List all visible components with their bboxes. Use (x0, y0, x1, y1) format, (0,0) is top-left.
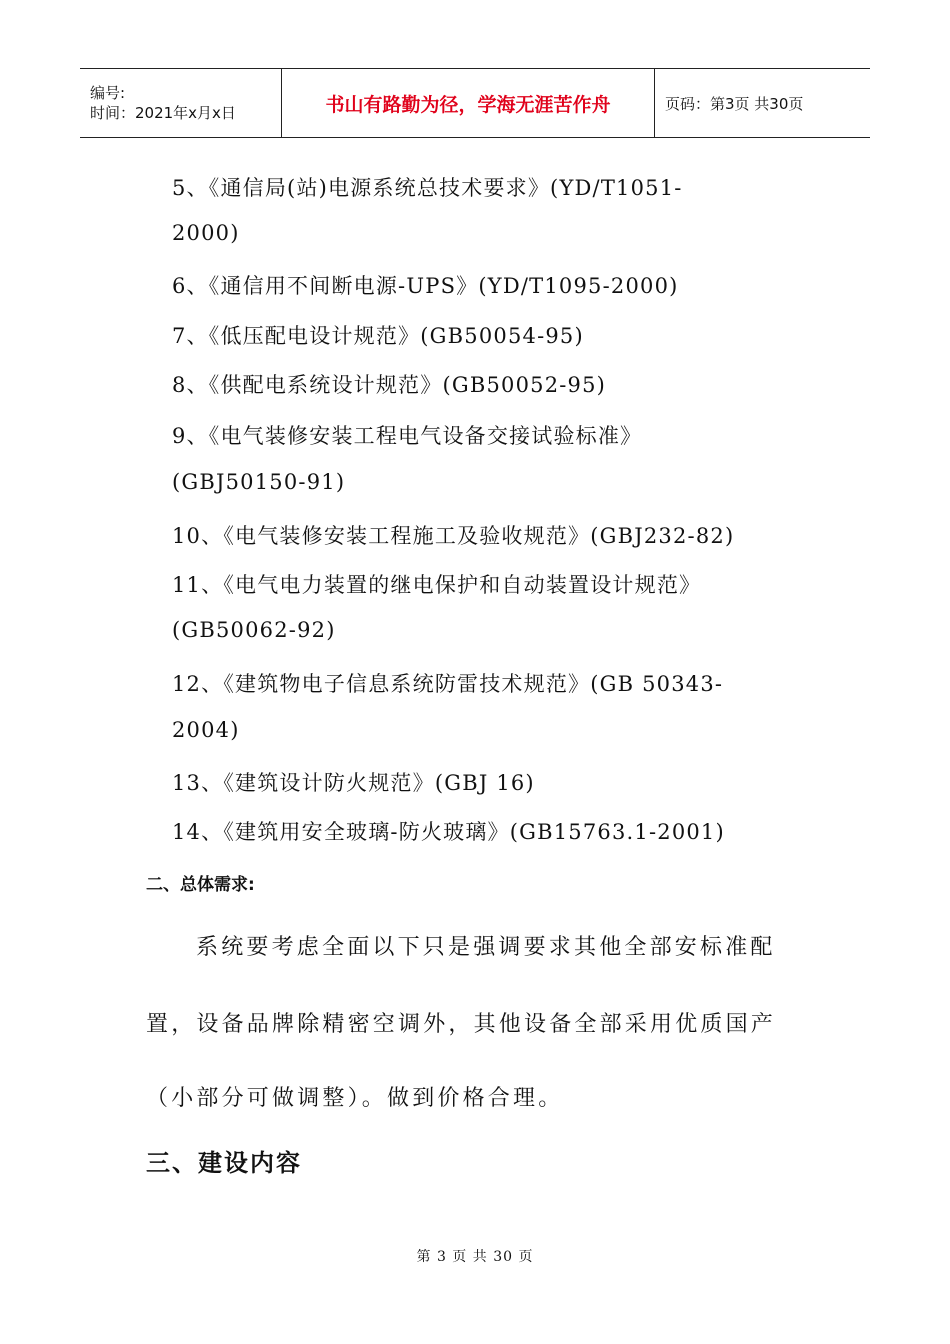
document-number-label: 编号: (90, 84, 126, 102)
reference-item-9-cont: (GBJ50150-91) (172, 470, 346, 494)
header-meta-cell (80, 69, 282, 137)
document-date: 时间：2021年x月x日 (90, 104, 236, 122)
section-heading-construction-content: 三、建设内容 (146, 1149, 302, 1177)
section-heading-overall-requirements: 二、总体需求: (146, 875, 255, 895)
reference-item-13: 13、《建筑设计防火规范》(GBJ 16) (172, 771, 535, 795)
header-page-info: 页码：第3页 共30页 (665, 94, 804, 113)
reference-item-11: 11、《电气电力装置的继电保护和自动装置设计规范》 (172, 573, 702, 597)
reference-item-5: 5、《通信局(站)电源系统总技术要求》(YD/T1051- (172, 176, 683, 200)
reference-item-12-cont: 2004) (172, 718, 240, 742)
reference-item-8: 8、《供配电系统设计规范》(GB50052-95) (172, 373, 607, 397)
reference-item-10: 10、《电气装修安装工程施工及验收规范》(GBJ232-82) (172, 524, 735, 548)
reference-item-5-cont: 2000) (172, 221, 240, 245)
reference-item-9: 9、《电气装修安装工程电气设备交接试验标准》 (172, 424, 643, 448)
reference-item-11-cont: (GB50062-92) (172, 618, 336, 642)
header-motto: 书山有路勤为径，学海无涯苦作舟 (325, 93, 611, 116)
header-page-cell (655, 69, 870, 137)
paragraph-line-3: （小部分可做调整）。做到价格合理。 (146, 1086, 564, 1111)
reference-item-7: 7、《低压配电设计规范》(GB50054-95) (172, 324, 584, 348)
page-footer: 第 3 页 共 30 页 (416, 1249, 534, 1265)
reference-item-12: 12、《建筑物电子信息系统防雷技术规范》(GB 50343- (172, 672, 724, 696)
paragraph-line-2: 置，设备品牌除精密空调外，其他设备全部采用优质国产 (146, 1012, 777, 1037)
page-header (80, 68, 870, 138)
reference-item-14: 14、《建筑用安全玻璃-防火玻璃》(GB15763.1-2001) (172, 820, 725, 844)
header-motto-cell (282, 69, 655, 137)
reference-item-6: 6、《通信用不间断电源-UPS》(YD/T1095-2000) (172, 274, 679, 298)
paragraph-line-1: 系统要考虑全面以下只是强调要求其他全部安标准配 (196, 935, 776, 960)
